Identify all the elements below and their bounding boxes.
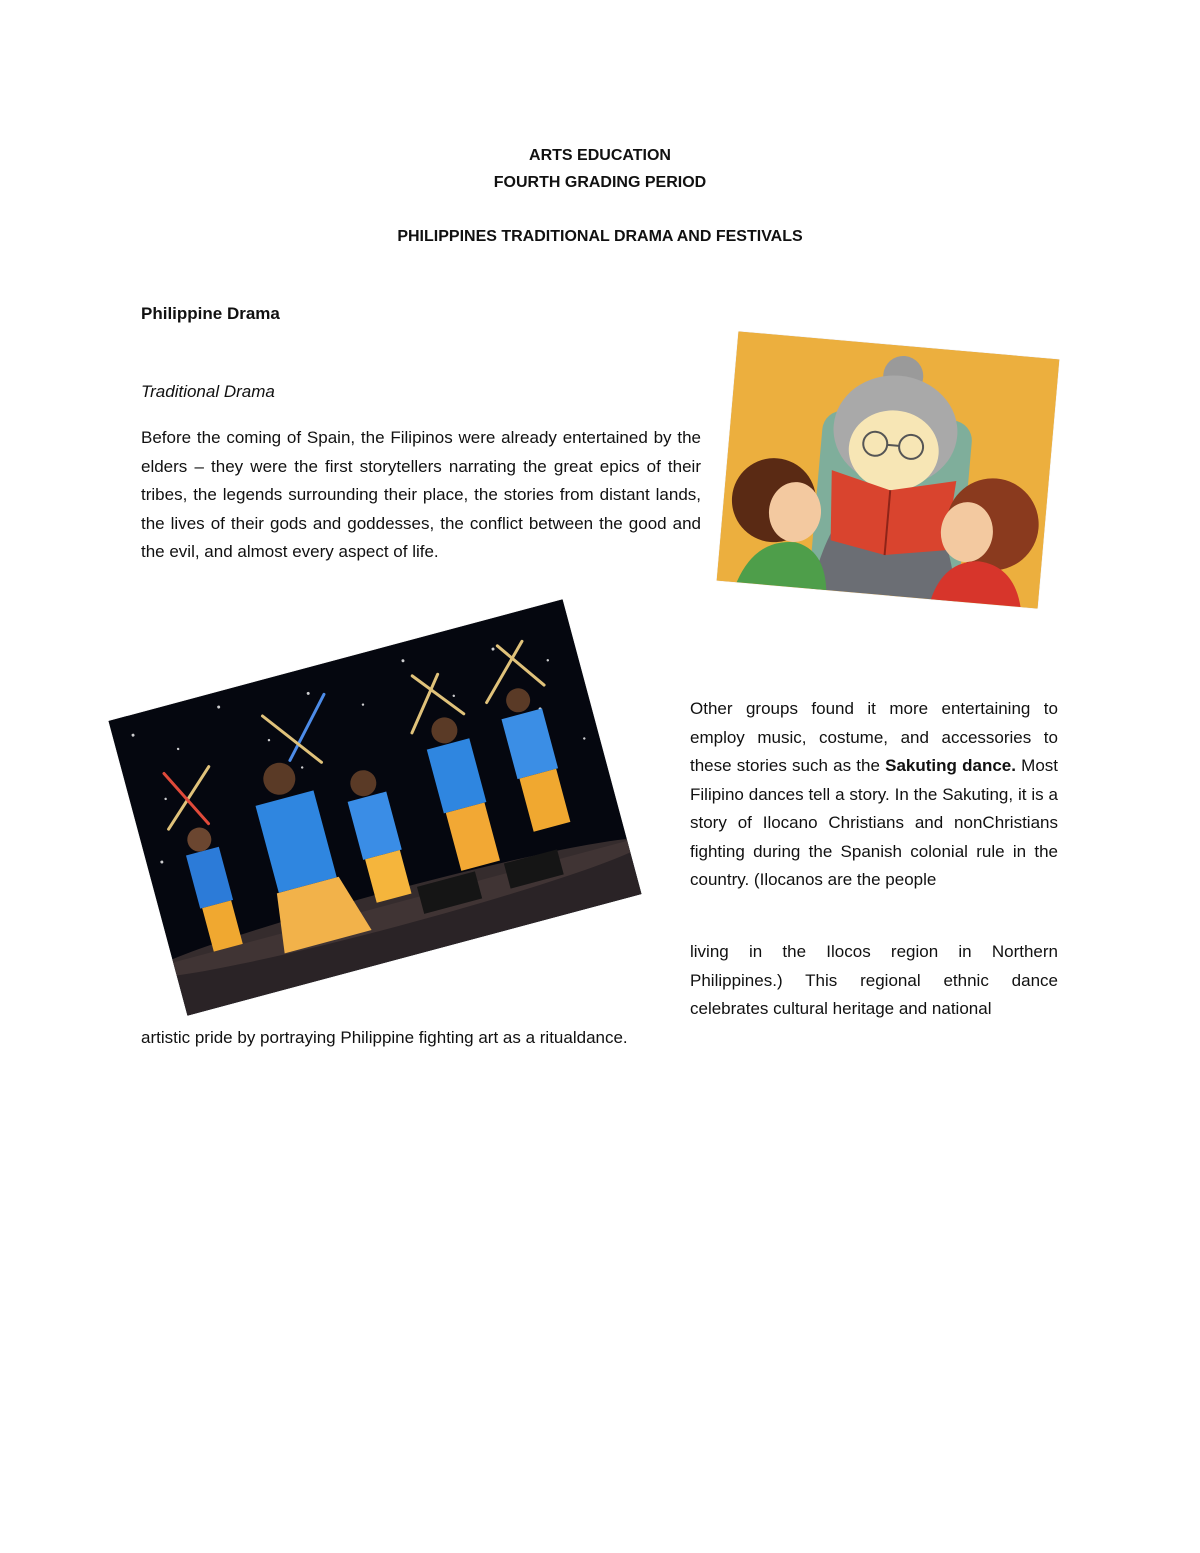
grading-period-line: FOURTH GRADING PERIOD [493, 174, 707, 191]
paragraph-sakuting-story: Most Filipino dances tell a story. In the Sakuting, it is a story of Ilocano Christians and nonChristians fighting during the Spanish colonial rule in the country. (Ilocanos are the people [690, 756, 1058, 889]
paragraph-ilocos: living in the Ilocos region in Northern Philippines.) This regional ethnic dance celebrates cultural heritage and national [690, 942, 1058, 1018]
sakuting-dance-art [109, 599, 642, 1015]
paragraph-sakuting-intro: Other groups found it more entertaining to employ music, costume, and accessories to these stories such as the [690, 699, 1058, 775]
sakuting-dance-term: Sakuting dance. [885, 756, 1016, 775]
storyteller-art [717, 331, 1060, 608]
section-subheading: Traditional Drama [141, 382, 275, 401]
section-heading: Philippine Drama [141, 304, 280, 323]
paragraph-ritual-dance: artistic pride by portraying Philippine fighting art as a ritualdance. [141, 1028, 628, 1047]
subject-line: ARTS EDUCATION [529, 147, 671, 164]
document-title: PHILIPPINES TRADITIONAL DRAMA AND FESTIVALS [397, 228, 803, 245]
paragraph-traditional-drama: Before the coming of Spain, the Filipinos were already entertained by the elders – they were the first storytellers narrating the great epics of their tribes, the legends surrounding their place, the stories from distant lands, the lives of their gods and goddesses, the conflict between the good and the evil, and almost every aspect of life. [141, 428, 701, 561]
sakuting-dance-photo [109, 599, 642, 1015]
storyteller-illustration [717, 331, 1060, 608]
paragraph-sakuting [690, 695, 1058, 895]
